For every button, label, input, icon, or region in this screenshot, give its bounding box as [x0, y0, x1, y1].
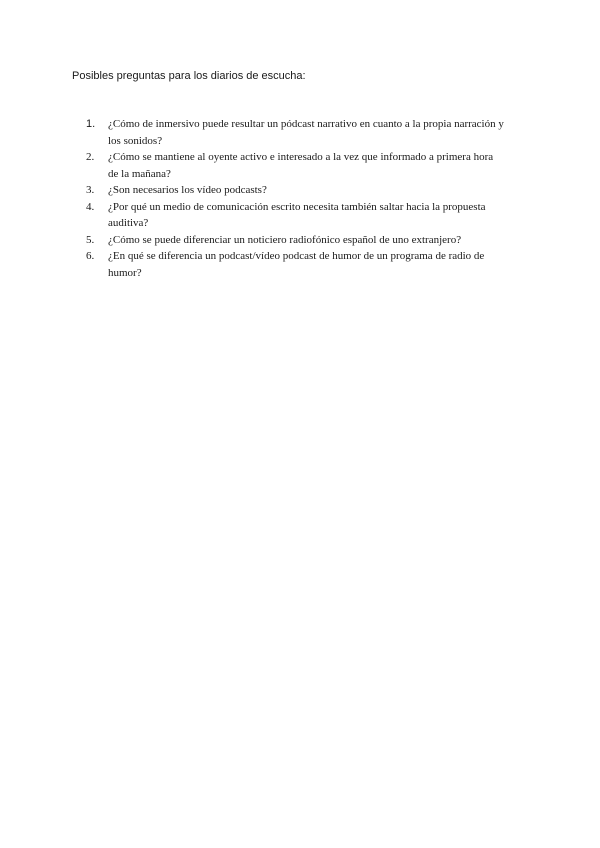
question-number: 1.	[86, 118, 96, 130]
question-item-5	[86, 232, 506, 249]
question-list	[86, 116, 506, 281]
question-text: ¿Por qué un medio de comunicación escrito necesita también saltar hacia la propuesta auditiva?	[108, 200, 486, 229]
question-text: ¿Cómo se puede diferenciar un noticiero radiofónico español de uno extranjero?	[108, 233, 462, 246]
question-item-1	[86, 116, 506, 149]
question-text: ¿En qué se diferencia un podcast/vídeo podcast de humor de un programa de radio de humor?	[108, 250, 485, 279]
question-number: 2.	[86, 151, 95, 163]
document-heading: Posibles preguntas para los diarios de escucha:	[72, 70, 306, 82]
question-item-2	[86, 149, 506, 182]
question-text: ¿Cómo se mantiene al oyente activo e interesado a la vez que informado a primera hora de la mañana?	[108, 151, 494, 180]
question-text: ¿Cómo de inmersivo puede resultar un pódcast narrativo en cuanto a la propia narración y los sonidos?	[108, 118, 504, 147]
question-number: 4.	[86, 200, 95, 213]
question-text: ¿Son necesarios los vídeo podcasts?	[108, 184, 267, 196]
question-item-4	[86, 199, 506, 232]
question-number: 5.	[86, 233, 95, 246]
question-number: 3.	[86, 184, 95, 196]
question-item-3	[86, 182, 506, 199]
question-number: 6.	[86, 250, 95, 262]
question-item-6	[86, 248, 506, 281]
